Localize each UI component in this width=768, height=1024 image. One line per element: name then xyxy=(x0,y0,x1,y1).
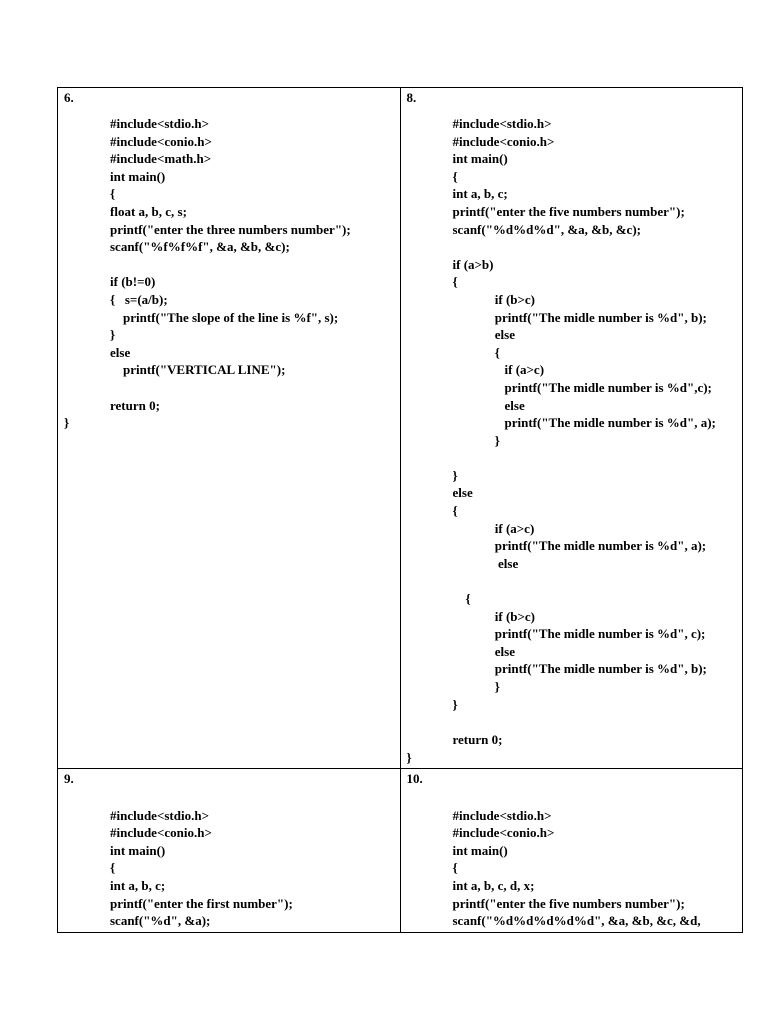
code-line: #include<math.h> xyxy=(110,151,212,167)
code-line: printf("The midle number is %d",c); xyxy=(452,379,712,395)
closing-brace: } xyxy=(64,415,70,430)
code-line: #include<stdio.h> xyxy=(452,116,552,131)
code-line: printf("The midle number is %d", a); xyxy=(452,538,707,554)
exercise-table xyxy=(57,87,743,933)
code-line: printf("enter the five numbers number"); xyxy=(452,895,685,911)
code-line: printf("enter the three numbers number"); xyxy=(110,221,351,237)
code-line: printf("The midle number is %d", a); xyxy=(452,415,716,431)
code-line: int a, b, c, d, x; xyxy=(452,877,535,893)
code-line: printf("The midle number is %d", c); xyxy=(452,626,706,642)
code-line: else xyxy=(452,555,519,571)
code-line: { xyxy=(452,344,500,360)
code-line: #include<conio.h> xyxy=(452,825,555,841)
code-block xyxy=(110,789,293,930)
code-line: } xyxy=(452,467,458,483)
code-line: printf("The midle number is %d", b); xyxy=(452,661,707,677)
code-line: #include<conio.h> xyxy=(452,133,555,149)
code-line: #include<stdio.h> xyxy=(110,116,209,131)
exercise-number: 6. xyxy=(64,90,74,105)
exercise-number: 8. xyxy=(406,90,417,105)
code-line: if (b!=0) xyxy=(110,274,156,290)
code-line: if (a>c) xyxy=(452,520,535,536)
code-line: int main() xyxy=(452,842,508,858)
table-row xyxy=(58,769,743,933)
code-line xyxy=(110,256,351,274)
code-line xyxy=(110,379,351,397)
code-line: printf("VERTICAL LINE"); xyxy=(110,362,286,378)
code-line: int main() xyxy=(452,151,508,167)
table-row xyxy=(58,88,743,769)
code-line: } xyxy=(110,327,116,343)
code-line: { xyxy=(452,503,458,519)
code-block xyxy=(453,115,716,748)
code-line: #include<stdio.h> xyxy=(110,807,209,823)
code-line xyxy=(453,572,716,590)
exercise-number: 9. xyxy=(64,771,74,786)
code-line: { xyxy=(110,860,116,876)
code-line: printf("The slope of the line is %f", s); xyxy=(110,309,339,325)
code-line: if (b>c) xyxy=(452,608,536,624)
code-line xyxy=(110,789,293,807)
code-line: } xyxy=(452,679,500,694)
code-line: scanf("%d%d%d%d%d", &a, &b, &c, &d, xyxy=(452,913,701,929)
code-line xyxy=(453,713,716,731)
code-block xyxy=(453,789,701,930)
code-line: else xyxy=(452,643,515,659)
cell-exercise-9 xyxy=(58,769,401,933)
code-line: { xyxy=(110,186,116,202)
code-line xyxy=(453,789,701,807)
code-line: if (a>c) xyxy=(452,362,545,378)
code-line: scanf("%d", &a); xyxy=(110,913,211,929)
code-line: return 0; xyxy=(110,397,160,413)
cell-exercise-10 xyxy=(400,769,743,933)
code-line: printf("The midle number is %d", b); xyxy=(452,309,707,325)
code-line: { s=(a/b); xyxy=(110,291,168,307)
code-line: { xyxy=(452,274,458,290)
code-line: { xyxy=(452,591,471,607)
code-block xyxy=(110,115,351,414)
code-line: int a, b, c; xyxy=(110,877,166,893)
code-line: scanf("%f%f%f", &a, &b, &c); xyxy=(110,239,290,255)
code-line: #include<stdio.h> xyxy=(452,807,552,823)
code-line: return 0; xyxy=(452,731,503,747)
closing-brace: } xyxy=(406,750,412,765)
cell-exercise-6 xyxy=(58,88,401,769)
code-line: int a, b, c; xyxy=(452,186,508,202)
code-line: } xyxy=(452,696,458,712)
code-line: else xyxy=(452,485,473,501)
code-line: if (b>c) xyxy=(452,291,536,307)
code-line: printf("enter the five numbers number"); xyxy=(452,203,685,219)
code-line: float a, b, c, s; xyxy=(110,203,187,219)
code-line: else xyxy=(452,327,515,343)
code-line: else xyxy=(110,344,131,360)
exercise-number: 10. xyxy=(406,771,423,786)
code-line: int main() xyxy=(110,842,166,858)
code-line: printf("enter the first number"); xyxy=(110,895,293,911)
code-line: { xyxy=(452,168,458,184)
code-line xyxy=(453,449,716,467)
cell-exercise-8 xyxy=(400,88,743,769)
code-line: if (a>b) xyxy=(452,256,494,272)
code-line: int main() xyxy=(110,168,166,184)
code-line: { xyxy=(452,860,458,876)
code-line: scanf("%d%d%d", &a, &b, &c); xyxy=(452,221,641,237)
code-line: else xyxy=(452,397,525,413)
code-line: #include<conio.h> xyxy=(110,133,212,149)
code-line xyxy=(453,238,716,256)
code-line: #include<conio.h> xyxy=(110,825,212,841)
code-line: } xyxy=(452,432,500,448)
